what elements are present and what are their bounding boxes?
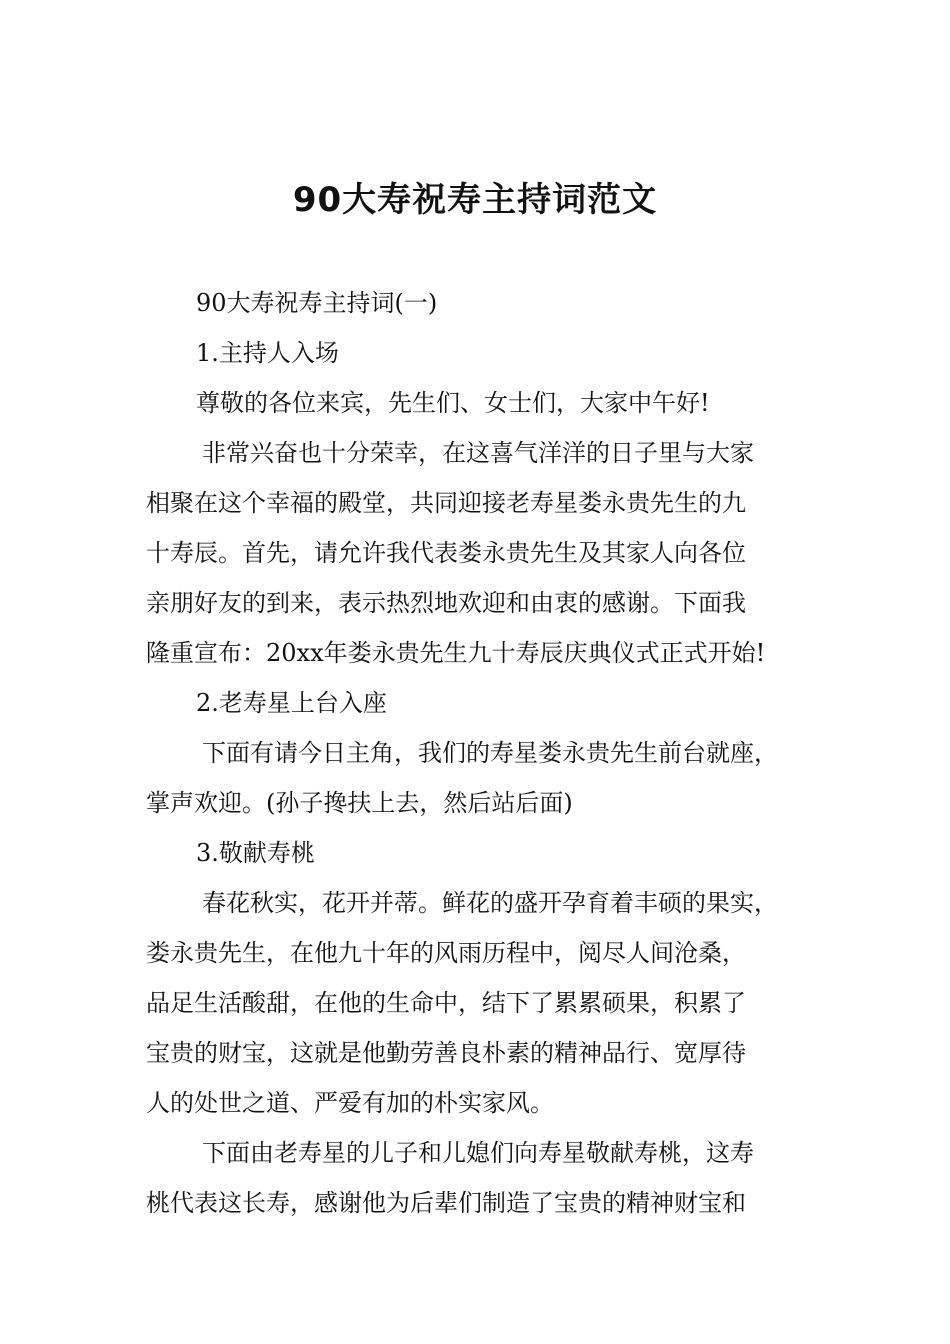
paragraph-line: 娄永贵先生，在他九十年的风雨历程中，阅尽人间沧桑， xyxy=(146,939,746,967)
step-heading: 3.敬献寿桃 xyxy=(196,839,315,867)
paragraph-line: 掌声欢迎。(孙子搀扶上去，然后站后面) xyxy=(146,789,573,817)
document-body xyxy=(146,278,846,1228)
paragraph-line: 尊敬的各位来宾，先生们、女士们，大家中午好! xyxy=(196,389,710,417)
paragraph-line: 下面由老寿星的儿子和儿媳们向寿星敬献寿桃，这寿 xyxy=(202,1139,754,1167)
paragraph-line: 宝贵的财宝，这就是他勤劳善良朴素的精神品行、宽厚待 xyxy=(146,1039,746,1067)
step-heading: 1.主持人入场 xyxy=(196,339,339,367)
paragraph-line: 品足生活酸甜，在他的生命中，结下了累累硕果，积累了 xyxy=(146,989,746,1017)
paragraph-line: 桃代表这长寿，感谢他为后辈们制造了宝贵的精神财宝和 xyxy=(146,1189,746,1217)
paragraph-line: 下面有请今日主角，我们的寿星娄永贵先生前台就座， xyxy=(202,739,778,767)
paragraph-line: 非常兴奋也十分荣幸，在这喜气洋洋的日子里与大家 xyxy=(202,439,754,467)
paragraph-line: 十寿辰。首先，请允许我代表娄永贵先生及其家人向各位 xyxy=(146,539,746,567)
paragraph-line: 亲朋好友的到来，表示热烈地欢迎和由衷的感谢。下面我 xyxy=(146,589,746,617)
document-title: 90大寿祝寿主持词范文 xyxy=(292,180,658,220)
paragraph-line: 人的处世之道、严爱有加的朴实家风。 xyxy=(146,1089,554,1117)
step-heading: 2.老寿星上台入座 xyxy=(196,689,387,717)
paragraph-line: 春花秋实，花开并蒂。鲜花的盛开孕育着丰硕的果实， xyxy=(202,889,778,917)
section-heading: 90大寿祝寿主持词(一) xyxy=(196,289,438,317)
paragraph-line: 隆重宣布：20xx年娄永贵先生九十寿辰庆典仪式正式开始! xyxy=(146,639,766,667)
paragraph-line: 相聚在这个幸福的殿堂，共同迎接老寿星娄永贵先生的九 xyxy=(146,489,746,517)
